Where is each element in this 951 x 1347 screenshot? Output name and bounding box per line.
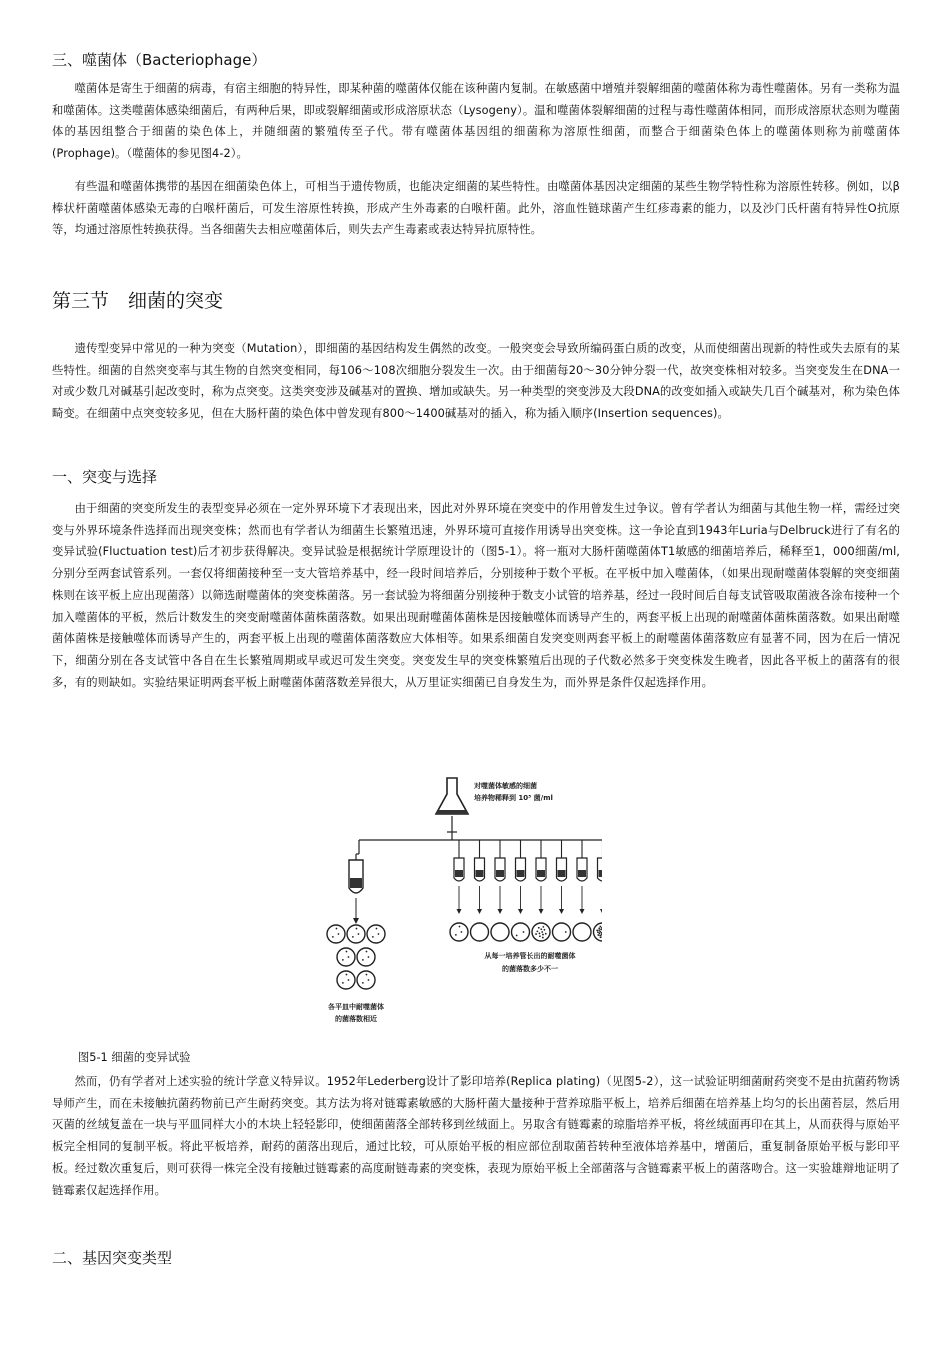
colony-dot bbox=[538, 927, 540, 929]
colony-dot bbox=[597, 931, 599, 933]
colony-dot bbox=[541, 931, 543, 933]
small-tube-culture-1 bbox=[455, 870, 463, 877]
colony-dot bbox=[372, 936, 374, 938]
small-tube-culture-5 bbox=[537, 870, 545, 877]
colony-dot bbox=[535, 933, 537, 935]
colony-dot bbox=[598, 929, 600, 931]
colony-dot bbox=[342, 959, 344, 961]
colony-dot bbox=[342, 982, 344, 984]
large-tube-culture bbox=[350, 878, 362, 888]
colony-dot bbox=[601, 934, 602, 936]
left-label-line2: 的菌落数相近 bbox=[335, 1015, 377, 1023]
colony-dot bbox=[356, 928, 358, 930]
plate-right-1 bbox=[450, 923, 468, 941]
flask-culture bbox=[436, 810, 468, 814]
colony-dot bbox=[352, 936, 354, 938]
small-tube-culture-7 bbox=[578, 870, 586, 877]
plate-left-4 bbox=[337, 948, 355, 966]
plate-left-3 bbox=[367, 925, 385, 943]
right-label-line1: 从每一培养管长出的耐噬菌体 bbox=[484, 952, 576, 960]
colony-dot bbox=[368, 979, 370, 981]
right-plate-row bbox=[450, 923, 602, 941]
small-tube-1 bbox=[454, 858, 464, 881]
flask-label-line2: 培养物稀释到 10³ 菌/ml bbox=[474, 794, 553, 802]
colony-dot bbox=[599, 926, 601, 928]
colony-dot bbox=[348, 956, 350, 958]
mutation-paragraph-1: 由于细菌的突变所发生的表型变异必须在一定外界环境下才表现出来，因此对外界环境在突变中的作用曾发生过争议。曾有学者认为细菌与其他生物一样，需经过突变与外界环境条件选择而出现突变株；然而也有学者认为细菌生长繁殖迅速，外界环境可直接作用诱导出突变株。这一争论直到1943年Luria与Delbruck进行了有名的变异试验(Fluctuation test)后才初步获得解决。变异试验是根据统计学原理设计的（图5-1）。将一瓶对大肠杆菌噬菌体T1敏感的细菌培养后，稀释至1，000细菌/ml,分别分至两套试管系列。一套仅将细菌接种至一支大管培养基中，经一段时间培养后，分别接种于数个平板。在平板中加入噬菌体，（如果出现耐噬菌体裂解的突变细菌株则在该平板上应出现菌落）以筛选耐噬菌体的突变株菌落。另一套试验为将细菌分别接种于数支小试管的培养基，经过一段时间后自每支试管吸取菌液各涂布接种一个加入噬菌体的平板，然后计数发生的突变耐噬菌体菌株菌落数。如果出现耐噬菌体菌株是因接触噬体而诱导产生的，两套平板上出现的耐噬菌体菌株菌落数。如果出耐噬菌体菌株是接触噬体而诱导产生的，两套平板上出现的噬菌体菌落数应大体相等。如果系细菌自发突变则两套平板上的耐噬菌体菌落数应有显著不同，因为在后一情况下，细菌分别在各支试管中各自在生长繁殖周期或早或迟可发生突变。突变发生早的突变株繁殖后出现的子代数必然多于突变株发生晚者，因此各平板上的菌落有的很多，有的则缺如。实验结果证明两套平板上耐噬菌体菌落数差异很大，从万里证实细菌已自身发生为，而外界是条件仅起选择作用。 bbox=[52, 502, 900, 689]
colony-dot bbox=[542, 934, 544, 936]
small-tube-arrowhead-2 bbox=[477, 909, 482, 914]
plate-right-5 bbox=[532, 923, 550, 941]
colony-dot bbox=[338, 933, 340, 935]
small-tube-arrowhead-5 bbox=[539, 909, 544, 914]
bacteriophage-paragraph-1: 噬菌体是寄生于细菌的病毒，有宿主细胞的特异性，即某种菌的噬菌体仅能在该种菌内复制。在敏感菌中增殖并裂解细菌的噬菌体称为毒性噬菌体。另有一类称为温和噬菌体。这类噬菌体感染细菌后，有两种后果，即或裂解细菌或形成溶原状态（Lysogeny）。温和噬菌体裂解细菌的过程与毒性噬菌体相同，而形成溶原状态则为噬菌体的基因组整合于细菌的染色体上，并随细菌的繁殖传至子代。带有噬菌体基因组的细菌称为溶原性细菌，而整合于细菌染色体上的噬菌体则称为前噬菌体(Prophage)。（噬菌体的参见图4-2）。 bbox=[52, 82, 900, 161]
gene-mutation-types-heading: 二、基因突变类型 bbox=[52, 1249, 173, 1267]
small-tube-5 bbox=[536, 858, 546, 881]
small-tube-culture-8 bbox=[599, 870, 603, 877]
colony-dot bbox=[542, 937, 544, 939]
colony-dot bbox=[597, 934, 599, 936]
colony-dot bbox=[368, 956, 370, 958]
bacteriophage-paragraph-2: 有些温和噬菌体携带的基因在细菌染色体上，可相当于遗传物质，也能决定细菌的某些特性。由噬菌体基因决定细菌的某些生物学特性称为溶原性转移。例如，以β棒状杆菌噬菌体感染无毒的白喉杆菌后，可发生溶原性转换，形成产生外毒素的白喉杆菌。此外，溶血性链球菌产生红疹毒素的能力，以及沙门氏杆菌有特异性O抗原等，均通过溶原性转换获得。当各细菌失去相应噬菌体后，则失去产生毒素或表达特异抗原特性。 bbox=[52, 180, 900, 237]
large-tube-arrowhead bbox=[353, 918, 359, 924]
small-tube-4 bbox=[516, 858, 526, 881]
colony-dot bbox=[459, 926, 461, 928]
colony-dot bbox=[601, 927, 602, 929]
colony-dot bbox=[336, 928, 338, 930]
mutation-paragraph-2: 然而，仍有学者对上述实验的统计学意义特异议。1952年Lederberg设计了影印培养(Replica plating)（见图5-2），这一试验证明细菌耐药突变不是由抗菌药物诱导师产生，而在未接触抗菌药物前已产生耐药突变。其方法为将对链霉素敏感的大肠杆菌大量接种于营养琼脂平板上，培养后细菌在培养基上均匀的长出菌苔层，然后用灭菌的丝绒复盖在一块与平皿同样大小的木块上轻轻影印，使细菌菌落全部转移到丝绒面上。另取含有链霉素的琼脂培养平板，将丝绒面再印在其上，从而获得与原始平板完全相同的复制平板。将此平板培养，耐药的菌落出现后，通过比较，可从原始平板的相应部位刮取菌苔转种至液体培养基中，增菌后，重复制备原始平板与影印平板。经过数次重复后，则可获得一株完全没有接触过链霉素的高度耐链毒素的突变株，表现为原始平板上全部菌落与含链霉素平板上的菌落吻合。这一实验雄辩地证明了链霉素仅起选择作用。 bbox=[52, 1075, 900, 1197]
small-tube-row bbox=[454, 840, 602, 914]
plate-left-5 bbox=[357, 948, 375, 966]
right-label-line2: 的菌落数多少不一 bbox=[502, 965, 558, 973]
small-tube-7 bbox=[577, 858, 587, 881]
small-tube-arrowhead-6 bbox=[559, 909, 564, 914]
small-tube-culture-4 bbox=[517, 870, 525, 877]
left-plate-grid bbox=[327, 925, 385, 989]
colony-dot bbox=[600, 928, 602, 930]
small-tube-culture-2 bbox=[476, 870, 484, 877]
small-tube-3 bbox=[495, 858, 505, 881]
small-tube-8 bbox=[598, 858, 603, 881]
colony-dot bbox=[544, 929, 546, 931]
colony-dot bbox=[601, 936, 602, 938]
colony-dot bbox=[599, 931, 601, 933]
small-tube-arrowhead-4 bbox=[518, 909, 523, 914]
small-tube-2 bbox=[475, 858, 485, 881]
colony-dot bbox=[332, 936, 334, 938]
plate-right-4 bbox=[512, 923, 530, 941]
plate-right-7 bbox=[573, 923, 591, 941]
plate-right-3 bbox=[491, 923, 509, 941]
colony-dot bbox=[455, 934, 457, 936]
mutation-selection-heading: 一、突变与选择 bbox=[52, 468, 158, 486]
colony-dot bbox=[362, 959, 364, 961]
colony-dot bbox=[540, 928, 542, 930]
colony-dot bbox=[358, 933, 360, 935]
colony-dot bbox=[545, 933, 547, 935]
plate-right-2 bbox=[471, 923, 489, 941]
colony-dot bbox=[539, 933, 541, 935]
flask-label-line1: 对噬菌体敏感的细菌 bbox=[474, 782, 537, 790]
small-tube-culture-3 bbox=[496, 870, 504, 877]
fluctuation-test-figure bbox=[262, 770, 602, 1042]
large-tube bbox=[349, 860, 363, 893]
colony-dot bbox=[366, 974, 368, 976]
colony-dot bbox=[516, 935, 518, 937]
colony-dot bbox=[346, 974, 348, 976]
colony-dot bbox=[362, 982, 364, 984]
colony-dot bbox=[601, 932, 602, 934]
colony-dot bbox=[376, 928, 378, 930]
colony-dot bbox=[348, 979, 350, 981]
colony-dot bbox=[539, 935, 541, 937]
colony-dot bbox=[600, 936, 602, 938]
bacteriophage-heading: 三、噬菌体（Bacteriophage） bbox=[52, 51, 267, 69]
plate-left-1 bbox=[327, 925, 345, 943]
colony-dot bbox=[598, 932, 600, 934]
colony-dot bbox=[523, 931, 525, 933]
colony-dot bbox=[461, 931, 463, 933]
figure-caption: 图5-1 细菌的变异试验 bbox=[78, 1051, 191, 1064]
colony-dot bbox=[565, 931, 567, 933]
plate-left-6 bbox=[337, 971, 355, 989]
small-tube-arrowhead-8 bbox=[600, 909, 602, 914]
plate-right-6 bbox=[553, 923, 571, 941]
section-3-heading: 第三节 细菌的突变 bbox=[52, 290, 224, 312]
small-tube-arrowhead-7 bbox=[580, 909, 585, 914]
left-label-line1: 各平皿中耐噬菌体 bbox=[328, 1003, 384, 1011]
fluctuation-test-diagram bbox=[262, 770, 602, 1042]
colony-dot bbox=[536, 930, 538, 932]
colony-dot bbox=[596, 930, 598, 932]
colony-dot bbox=[542, 926, 544, 928]
small-tube-arrowhead-1 bbox=[457, 909, 462, 914]
colony-dot bbox=[378, 933, 380, 935]
colony-dot bbox=[598, 927, 600, 929]
small-tube-6 bbox=[557, 858, 567, 881]
small-tube-arrowhead-3 bbox=[498, 909, 503, 914]
section-3-paragraph: 遗传型变异中常见的一种为突变（Mutation），即细菌的基因结构发生偶然的改变。一般突变会导致所编码蛋白质的改变，从而使细菌出现新的特性或失去原有的某些特性。细菌的自然突变率与其生物的自然突变相同，每106～108次细胞分裂发生一次。由于细菌每20～30分钟分裂一代，故突变株相对较多。当突变发生在DNA一对或少数几对碱基引起改变时，称为点突变。这类突变涉及碱基对的置换、增加或缺失。另一种类型的突变涉及大段DNA的改变如插入或缺失几百个碱基对，称为染色体畸变。在细菌中点突变较多见，但在大肠杆菌的染色体中曾发现有800～1400碱基对的插入，称为插入顺序(Insertion sequences)。 bbox=[52, 342, 900, 421]
flask-icon bbox=[436, 778, 468, 814]
colony-dot bbox=[346, 951, 348, 953]
colony-dot bbox=[599, 935, 601, 937]
plate-left-2 bbox=[347, 925, 365, 943]
colony-dot bbox=[366, 951, 368, 953]
small-tube-culture-6 bbox=[558, 870, 566, 877]
plate-left-7 bbox=[357, 971, 375, 989]
